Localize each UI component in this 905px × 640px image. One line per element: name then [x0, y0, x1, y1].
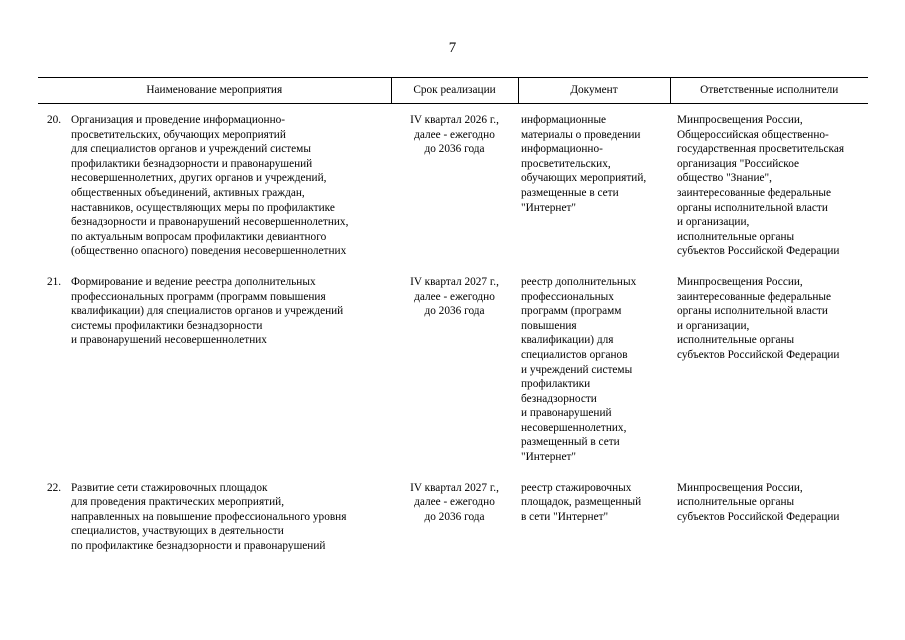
cell-line: Общероссийская общественно- [677, 128, 829, 141]
cell-line: заинтересованные федеральные [677, 186, 831, 199]
event-name-text [71, 275, 391, 348]
cell-event-name [38, 465, 391, 554]
cell-line: до 2036 года [424, 143, 485, 156]
event-name-wrap [47, 275, 391, 348]
cell-line: IV квартал 2027 г., [410, 481, 499, 494]
cell-line: несовершеннолетних, других органов и учреждений, [71, 172, 327, 185]
cell-document [518, 259, 670, 465]
cell-line: специалистов, участвующих в деятельности [71, 525, 284, 538]
cell-line: информационные [521, 114, 607, 126]
cell-line: реестр стажировочных [521, 481, 632, 494]
cell-line: далее - ежегодно [414, 290, 495, 303]
cell-line: исполнительные органы [677, 496, 795, 509]
cell-line: Формирование и ведение реестра дополнительных [71, 275, 316, 288]
cell-line: наставников, осуществляющих меры по профилактике [71, 201, 335, 214]
cell-line: для специалистов органов и учреждений системы [71, 143, 311, 156]
cell-line: исполнительные органы [677, 334, 795, 347]
cell-line: и правонарушений [521, 407, 612, 420]
cell-line: и учреждений системы [521, 363, 633, 376]
cell-line: просветительских, [521, 157, 611, 170]
cell-term [391, 259, 518, 465]
cell-line: в сети "Интернет" [521, 510, 609, 523]
header-row [38, 78, 868, 104]
cell-line: обучающих мероприятий, [521, 172, 647, 185]
cell-line: организация "Российское [677, 157, 800, 170]
cell-line: квалификации) для специалистов органов и учреждений [71, 305, 344, 318]
cell-line: безнадзорности [521, 392, 597, 405]
event-name-text [71, 113, 391, 259]
events-table [38, 77, 868, 554]
cell-line: профессиональных программ (программ повышения [71, 290, 326, 303]
cell-responsible [670, 259, 868, 465]
cell-line: Минпросвещения России, [677, 114, 803, 126]
table-row [38, 104, 868, 259]
cell-line: далее - ежегодно [414, 496, 495, 509]
cell-line: реестр дополнительных [521, 275, 637, 288]
cell-line: органы исполнительной власти [677, 201, 828, 214]
cell-line: IV квартал 2026 г., [410, 114, 499, 126]
cell-line: IV квартал 2027 г., [410, 275, 499, 288]
cell-line: Развитие сети стажировочных площадок [71, 481, 268, 494]
cell-document [518, 465, 670, 554]
cell-term [391, 465, 518, 554]
cell-line: для проведения практических мероприятий, [71, 496, 285, 509]
cell-line: квалификации) для [521, 334, 614, 347]
row-number: 22. [47, 481, 62, 494]
header-responsible: Ответственные исполнители [670, 78, 868, 104]
cell-line: органы исполнительной власти [677, 305, 828, 318]
cell-line: далее - ежегодно [414, 128, 495, 141]
cell-line: системы профилактики безнадзорности [71, 319, 263, 332]
cell-line: Минпросвещения России, [677, 275, 803, 288]
cell-line: исполнительные органы [677, 230, 795, 243]
cell-line: площадок, размещенный [521, 496, 642, 509]
cell-line: информационно- [521, 143, 603, 156]
cell-line: размещенные в сети [521, 186, 619, 199]
cell-line: общественных объединений, активных граждан, [71, 186, 305, 199]
cell-event-name [38, 259, 391, 465]
cell-line: (общественно опасного) поведения несовершеннолетних [71, 245, 347, 258]
cell-line: несовершеннолетних, [521, 421, 627, 434]
cell-line: Минпросвещения России, [677, 481, 803, 494]
table-header [38, 78, 868, 104]
cell-term [391, 104, 518, 259]
cell-line: размещенный в сети [521, 436, 620, 449]
cell-line: просветительских, обучающих мероприятий [71, 128, 286, 141]
header-name: Наименование мероприятия [38, 78, 391, 104]
cell-line: до 2036 года [424, 305, 485, 318]
cell-line: профилактики безнадзорности и правонарушений [71, 157, 313, 170]
cell-line: Организация и проведение информационно- [71, 114, 286, 126]
row-number: 20. [47, 114, 62, 126]
cell-event-name [38, 104, 391, 259]
cell-line: по актуальным вопросам профилактики девиантного [71, 230, 327, 243]
cell-line: субъектов Российской Федерации [677, 245, 840, 258]
cell-line: профессиональных [521, 290, 614, 303]
cell-line: профилактики [521, 378, 591, 391]
cell-line: субъектов Российской Федерации [677, 348, 840, 361]
cell-line: "Интернет" [521, 451, 577, 464]
cell-line: и правонарушений несовершеннолетних [71, 334, 267, 347]
cell-line: материалы о проведении [521, 128, 641, 141]
page-number: 7 [448, 40, 457, 56]
cell-line: и организации, [677, 319, 750, 332]
row-number: 21. [47, 275, 62, 288]
cell-responsible [670, 104, 868, 259]
event-name-wrap [47, 113, 391, 259]
cell-line: программ (программ [521, 305, 622, 318]
table-row [38, 465, 868, 554]
cell-line: "Интернет" [521, 201, 577, 214]
cell-line: безнадзорности и правонарушений несовершеннолетних, [71, 216, 349, 229]
cell-line: до 2036 года [424, 510, 485, 523]
event-name-text [71, 481, 391, 554]
cell-line: общество "Знание", [677, 172, 772, 185]
cell-document [518, 104, 670, 259]
cell-line: направленных на повышение профессионального уровня [71, 510, 347, 523]
cell-line: специалистов органов [521, 348, 628, 361]
event-name-wrap [47, 481, 391, 554]
cell-responsible [670, 465, 868, 554]
header-document: Документ [518, 78, 670, 104]
cell-line: государственная просветительская [677, 143, 845, 156]
table-row [38, 259, 868, 465]
table-body [38, 104, 868, 554]
cell-line: по профилактике безнадзорности и правонарушений [71, 540, 326, 553]
header-term: Срок реализации [391, 78, 518, 104]
cell-line: и организации, [677, 216, 750, 229]
cell-line: субъектов Российской Федерации [677, 510, 840, 523]
cell-line: повышения [521, 319, 577, 332]
cell-line: заинтересованные федеральные [677, 290, 831, 303]
